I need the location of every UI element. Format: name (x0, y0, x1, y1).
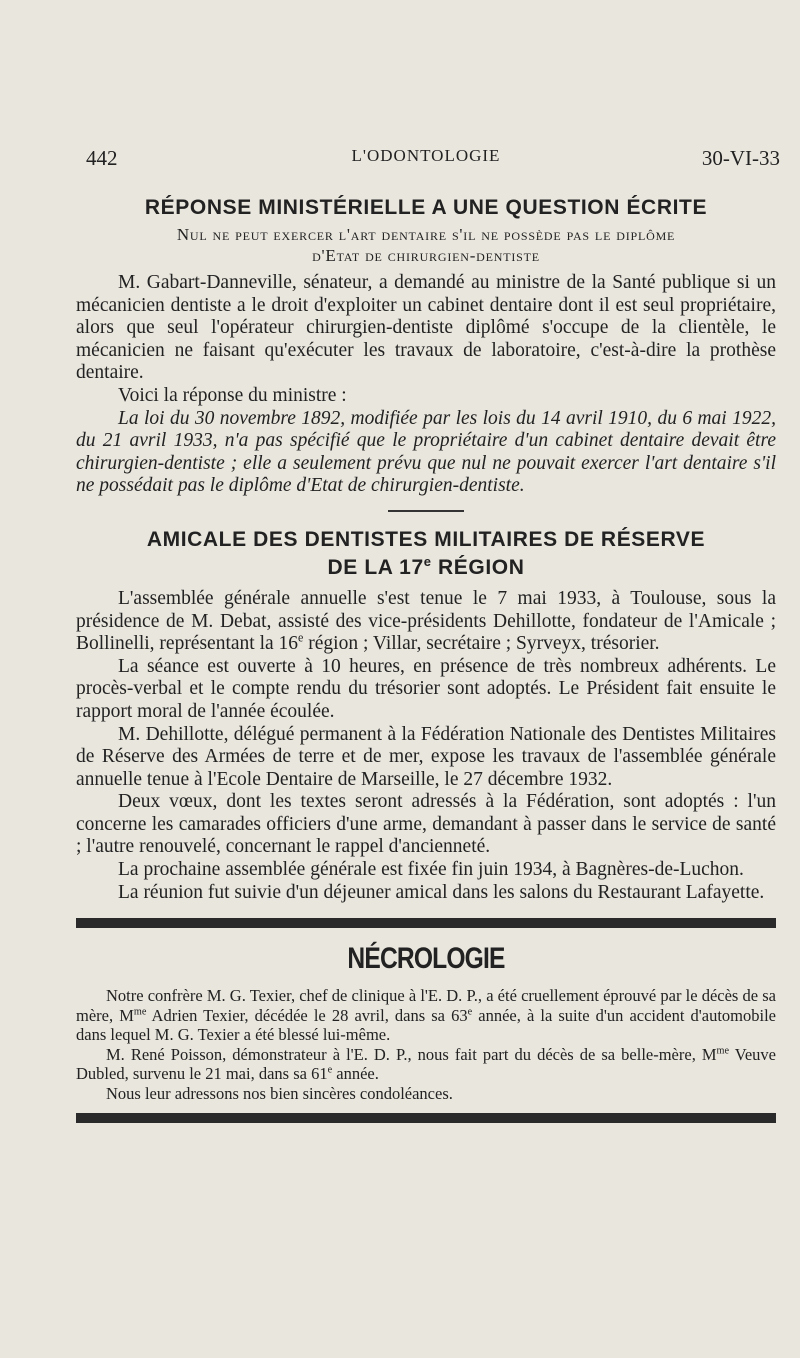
paragraph: La réunion fut suivie d'un déjeuner amical dans les salons du Restaurant Lafayette. (118, 881, 765, 903)
heading-line: AMICALE DES DENTISTES MILITAIRES DE RÉSERVE (146, 527, 706, 551)
quoted-reply: La loi du 30 novembre 1892, modifiée par les lois du 14 avril 1910, du 6 mai 1922, du 21 avril 1933, n'a pas spécifié que le propriétaire d'un cabinet dentaire devait être chirurgien-dentiste ; elle a seulement prévu que nul ne pouvait exercer l'art dentaire s'il ne possédait pas le diplôme d'Etat de chirurgien-dentiste. (76, 407, 776, 497)
paragraph (76, 986, 776, 1045)
superscript: e (298, 630, 304, 645)
page-number: 442 (86, 146, 118, 170)
paragraph: La prochaine assemblée générale est fixée fin juin 1934, à Bagnères-de-Luchon. (118, 859, 744, 881)
subheading-line: d'Etat de chirurgien-dentiste (312, 246, 540, 265)
section-heading (76, 526, 776, 582)
text: Adrien Texier, décédée le 28 avril, dans sa 63 (146, 1005, 468, 1025)
section-subheading (76, 224, 776, 266)
superscript: me (133, 1006, 147, 1018)
separator-rule (388, 510, 464, 512)
heading-text: RÉGION (431, 555, 525, 579)
superscript: me (716, 1045, 730, 1057)
paragraph: M. Dehillotte, délégué permanent à la Fédération Nationale des Dentistes Militaires de Réserve des Armées de terre et de mer, expose les travaux de l'assemblée générale annuelle tenue à l'Ecole Dentaire de Marseille, le 27 décembre 1932. (76, 723, 776, 790)
superscript: e (423, 553, 432, 569)
superscript: e (327, 1064, 333, 1076)
text: Veuve Dubled, survenu le 21 mai, dans sa 61 (76, 1044, 777, 1084)
section-heading: NÉCROLOGIE (347, 942, 505, 976)
text: année. (332, 1064, 379, 1084)
running-header (76, 146, 780, 172)
text: M. René Poisson, démonstrateur à l'E. D. P., nous fait part du décès de sa belle-mère, M (106, 1044, 717, 1064)
paragraph: Voici la réponse du ministre : (118, 384, 347, 406)
issue-date: 30-VI-33 (701, 146, 780, 170)
subheading-line: Nul ne peut exercer l'art dentaire s'il ne possède pas le diplôme (176, 225, 676, 244)
thick-rule (76, 1113, 776, 1123)
text: L'assemblée générale annuelle s'est tenue le 7 mai 1933, à Toulouse, sous la présidence de M. Debat, assisté des vice-présidents Dehillotte, fondateur de l'Amicale ; Bollinelli, représentant la 16 (76, 587, 776, 655)
section-heading: RÉPONSE MINISTÉRIELLE A UNE QUESTION ÉCRITE (144, 196, 708, 219)
text: Notre confrère M. G. Texier, chef de clinique à l'E. D. P., a été cruellement éprouvé par le décès de sa mère, M (76, 986, 776, 1025)
paragraph: Nous leur adressons nos bien sincères condoléances. (106, 1083, 453, 1103)
text: région ; Villar, secrétaire ; Syrveyx, trésorier. (303, 633, 660, 655)
paragraph: La séance est ouverte à 10 heures, en présence de très nombreux adhérents. Le procès-verbal et le compte rendu du trésorier sont adoptés. Le Président fait ensuite le rapport moral de l'année écoulée. (76, 655, 776, 722)
paragraph: M. Gabart-Danneville, sénateur, a demandé au ministre de la Santé publique si un mécanicien dentiste a le droit d'exploiter un cabinet dentaire dont il est seul propriétaire, alors que seul l'opérateur chirurgien-dentiste diplômé s'occupe de la clientèle, le mécanicien ne faisant qu'exécuter les travaux de laboratoire, c'est-à-dire la prothèse dentaire. (76, 272, 776, 384)
heading-text: DE LA 17 (327, 555, 424, 579)
article-ministerial-reply (76, 196, 776, 1137)
journal-title: L'ODONTOLOGIE (351, 146, 501, 165)
paragraph (76, 1045, 776, 1084)
paragraph (76, 588, 776, 656)
heading-line (76, 554, 776, 582)
text: année, à la suite d'un accident d'automobile dans lequel M. G. Texier a été blessé lui-même. (76, 1005, 776, 1045)
thick-rule (76, 918, 776, 928)
paragraph: Deux vœux, dont les textes seront adressés à la Fédération, sont adoptés : l'un concerne les camarades officiers d'une arme, demandant à passer dans le service de santé ; l'autre renouvelé, concernant le rappel d'ancienneté. (76, 791, 776, 858)
superscript: e (467, 1006, 473, 1018)
